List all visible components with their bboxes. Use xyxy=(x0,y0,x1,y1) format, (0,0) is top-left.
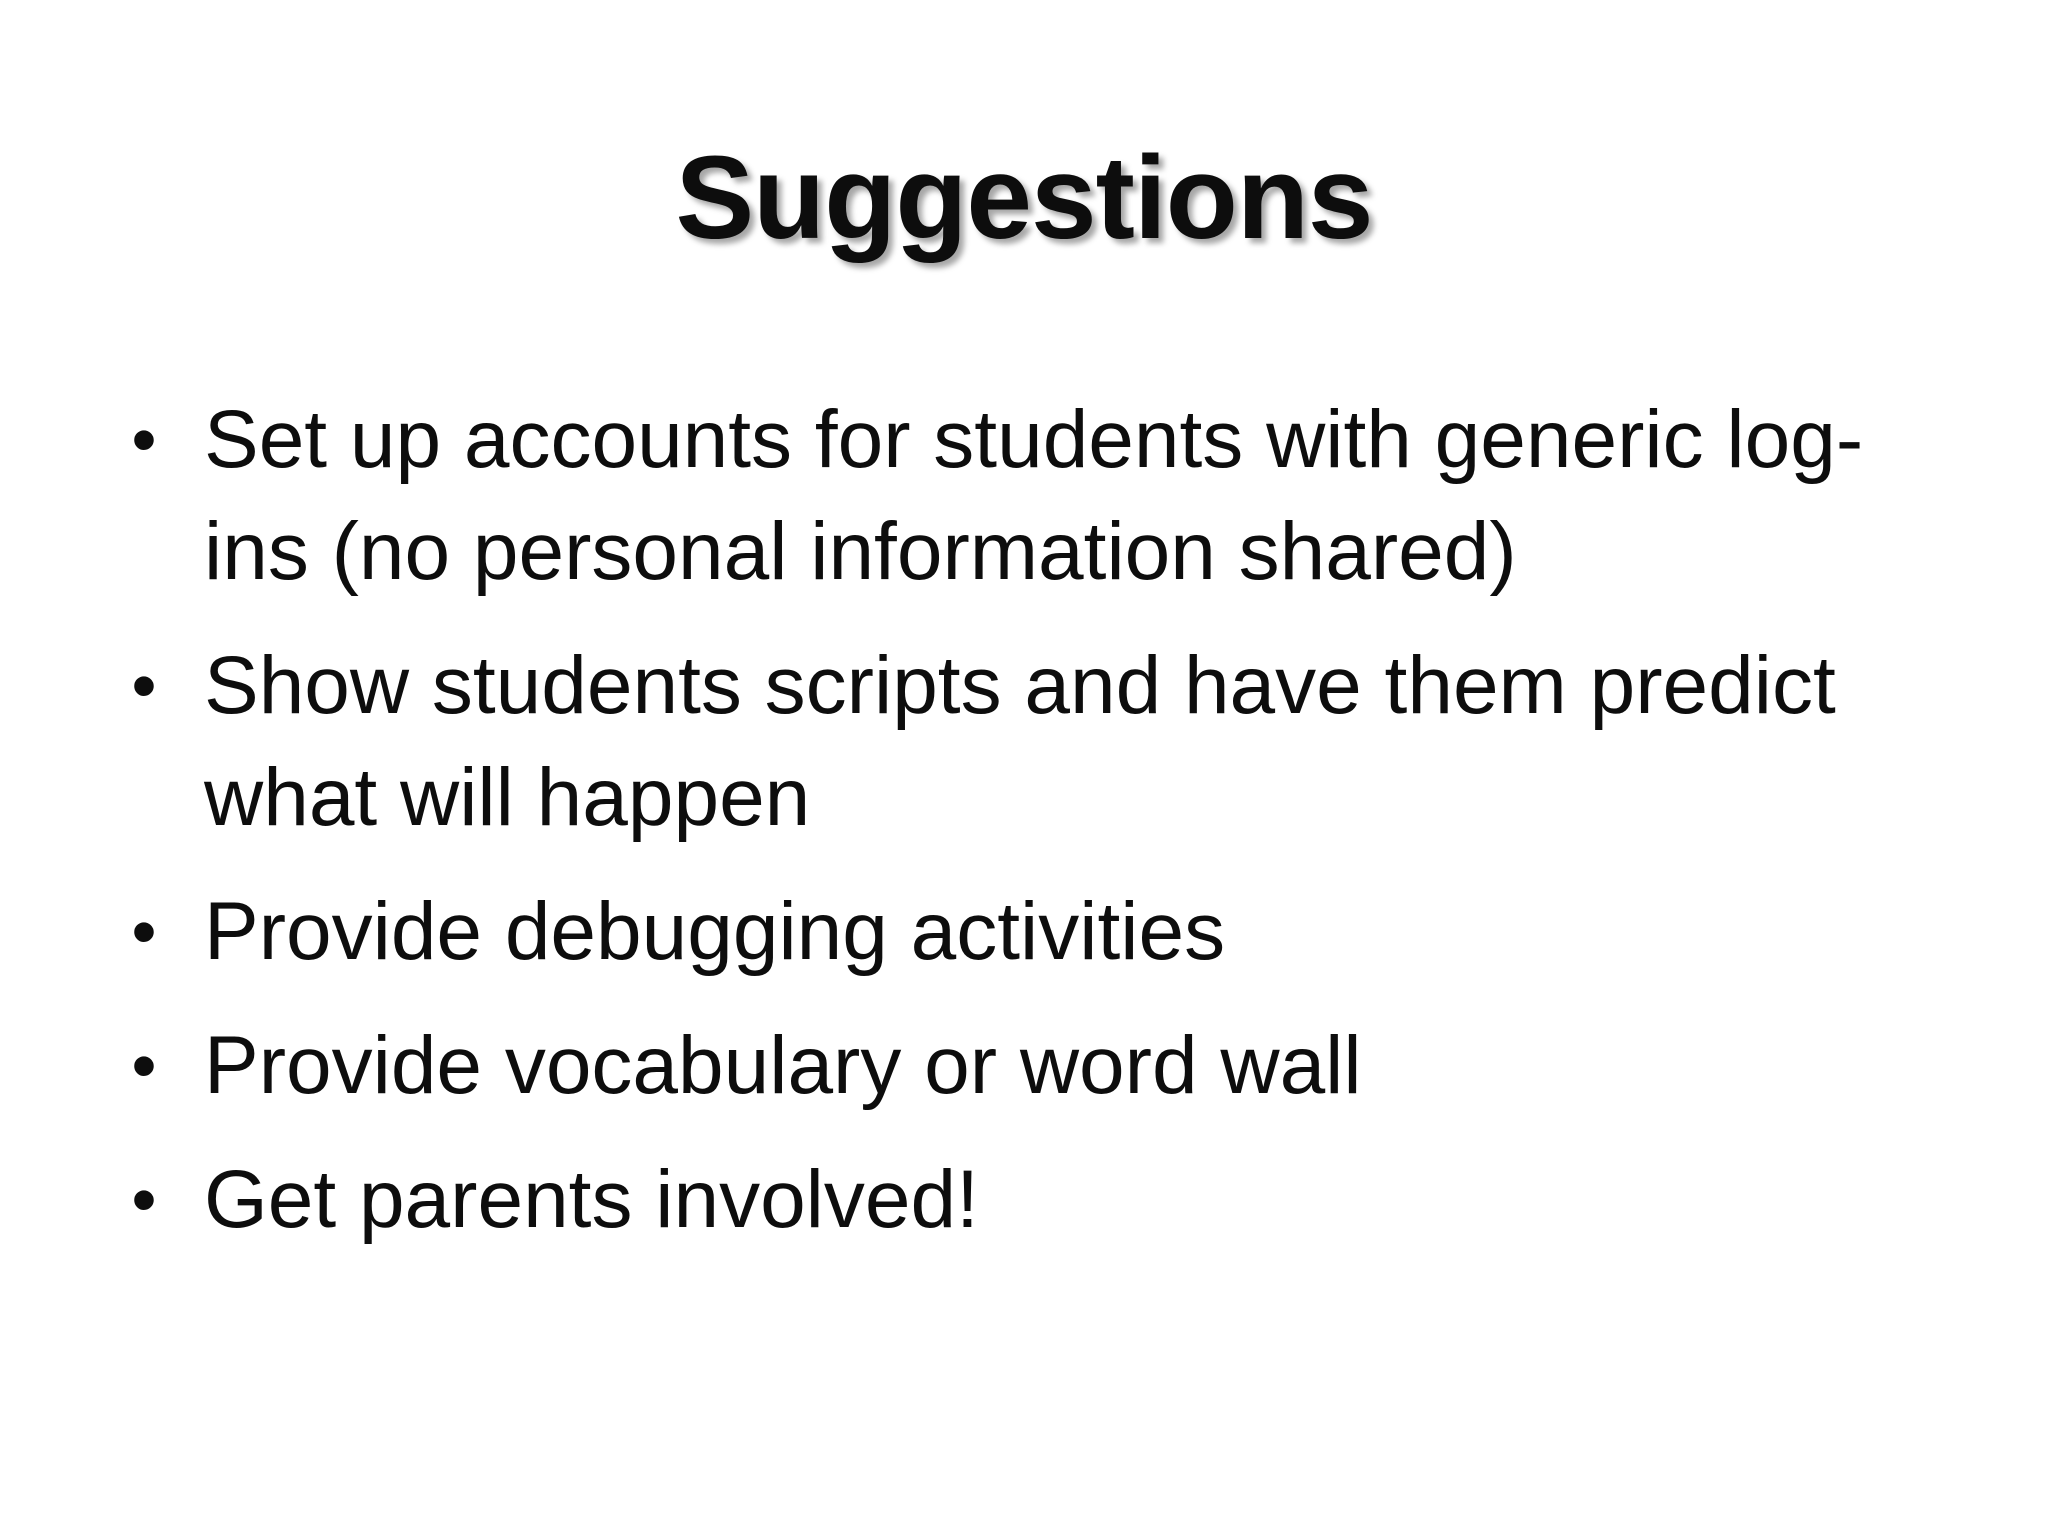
bullet-icon: • xyxy=(131,1026,157,1106)
bullet-list xyxy=(124,384,1924,1278)
bullet-text: Show students scripts and have them predict what will happen xyxy=(204,640,1836,843)
bullet-text: Set up accounts for students with generic log-ins (no personal information shared) xyxy=(204,394,1864,597)
bullet-icon: • xyxy=(131,1160,157,1240)
bullet-icon: • xyxy=(131,400,157,480)
bullet-text: Provide vocabulary or word wall xyxy=(204,1020,1362,1111)
bullet-icon: • xyxy=(131,892,157,972)
bullet-item xyxy=(124,384,1924,608)
bullet-item xyxy=(124,1144,1924,1256)
bullet-text: Provide debugging activities xyxy=(204,886,1226,977)
bullet-item xyxy=(124,1010,1924,1122)
bullet-item xyxy=(124,630,1924,854)
slide-title: Suggestions xyxy=(675,132,1373,264)
bullet-text: Get parents involved! xyxy=(204,1154,979,1245)
bullet-item xyxy=(124,876,1924,988)
bullet-icon: • xyxy=(131,646,157,726)
